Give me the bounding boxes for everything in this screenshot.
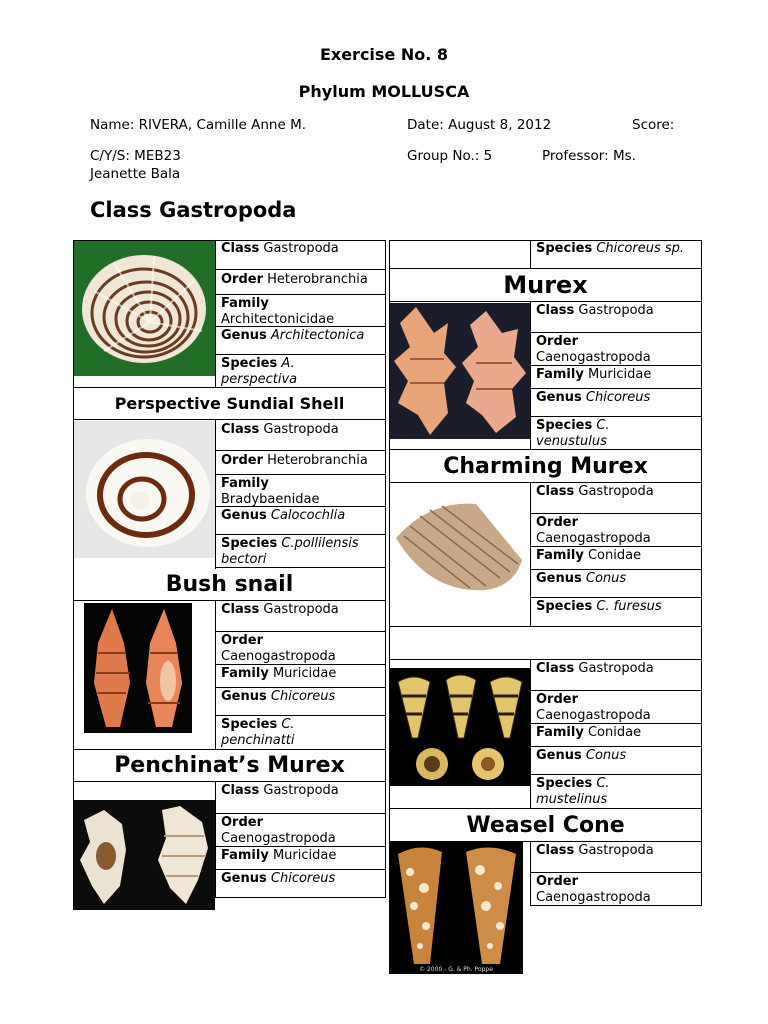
right-table-right-border xyxy=(701,240,702,906)
image-watermark: © 2000 - G. & Ph. Poppe xyxy=(419,966,493,973)
r4-family: Family Conidae xyxy=(531,724,701,747)
r4-genus: Genus Conus xyxy=(531,747,701,775)
student-name: Name: RIVERA, Camille Anne M. xyxy=(90,117,307,133)
r2-genus: Genus Chicoreus xyxy=(531,389,701,417)
sp3-order: Order Caenogastropoda xyxy=(216,632,385,665)
r2-species: Species C. venustulus xyxy=(531,417,701,450)
date-field: Date: August 8, 2012 xyxy=(407,117,552,133)
score-field: Score: xyxy=(632,117,675,133)
r3-class: Class Gastropoda xyxy=(531,483,701,514)
sp2-genus: Genus Calocochlia xyxy=(216,507,385,535)
sp1-species: Species A. perspectiva xyxy=(216,355,385,388)
class-heading: Class Gastropoda xyxy=(90,198,297,222)
sp4-class: Class Gastropoda xyxy=(216,782,385,814)
chicoreus-image xyxy=(74,800,215,910)
murex-species: Species Chicoreus sp. xyxy=(531,240,701,269)
r4-common-name: Weasel Cone xyxy=(390,809,701,842)
sp3-common-name: Penchinat’s Murex xyxy=(74,750,385,782)
sp2-order: Order Heterobranchia xyxy=(216,452,385,475)
charming-murex-image xyxy=(390,303,530,439)
sp1-order: Order Heterobranchia xyxy=(216,271,385,295)
murex-common-name: Murex xyxy=(390,269,701,302)
sundial-shell-image xyxy=(74,241,215,376)
r3-order: Order Caenogastropoda xyxy=(531,514,701,547)
sp1-class: Class Gastropoda xyxy=(216,240,385,270)
r5-order: Order Caenogastropoda xyxy=(531,873,701,906)
r4-order: Order Caenogastropoda xyxy=(531,691,701,724)
phylum-title: Phylum MOLLUSCA xyxy=(298,82,470,101)
penchinat-murex-image xyxy=(84,603,192,733)
r3-species: Species C. furesus xyxy=(531,598,701,627)
r5-class: Class Gastropoda xyxy=(531,842,701,873)
professor-field: Professor: Ms. xyxy=(542,148,636,164)
r2-common-name: Charming Murex xyxy=(390,450,701,483)
textile-cone-image xyxy=(390,842,523,974)
sp3-species: Species C. penchinatti xyxy=(216,716,385,750)
r3-genus: Genus Conus xyxy=(531,570,701,598)
professor-name: Jeanette Bala xyxy=(90,166,181,182)
exercise-title: Exercise No. 8 xyxy=(319,45,449,64)
sp3-family: Family Muricidae xyxy=(216,665,385,688)
sp2-class: Class Gastropoda xyxy=(216,421,385,451)
sp2-family: Family Bradybaenidae xyxy=(216,475,385,507)
sp2-species: Species C.pollilensis bectori xyxy=(216,535,385,568)
r3-empty-name-row xyxy=(390,627,701,660)
group-field: Group No.: 5 xyxy=(407,148,493,164)
sp3-genus: Genus Chicoreus xyxy=(216,688,385,716)
r2-family: Family Muricidae xyxy=(531,366,701,389)
sp4-order: Order Caenogastropoda xyxy=(216,814,385,847)
sp4-family: Family Muricidae xyxy=(216,847,385,870)
r2-order: Order Caenogastropoda xyxy=(531,333,701,366)
r4-class: Class Gastropoda xyxy=(531,660,701,691)
sp4-genus: Genus Chicoreus xyxy=(216,870,385,898)
weasel-cone-image xyxy=(390,668,530,786)
sp2-common-name: Bush snail xyxy=(74,569,385,601)
r4-species: Species C. mustelinus xyxy=(531,775,701,809)
sp1-common-name: Perspective Sundial Shell xyxy=(74,388,385,420)
r2-class: Class Gastropoda xyxy=(531,302,701,333)
cys-field: C/Y/S: MEB23 xyxy=(90,148,181,164)
conus-furesus-image xyxy=(390,498,530,598)
bush-snail-image xyxy=(74,421,215,558)
r3-family: Family Conidae xyxy=(531,547,701,570)
left-table-right-border xyxy=(385,240,386,898)
sp1-genus: Genus Architectonica xyxy=(216,327,385,355)
sp1-family: Family Architectonicidae xyxy=(216,295,385,327)
sp3-class: Class Gastropoda xyxy=(216,601,385,632)
